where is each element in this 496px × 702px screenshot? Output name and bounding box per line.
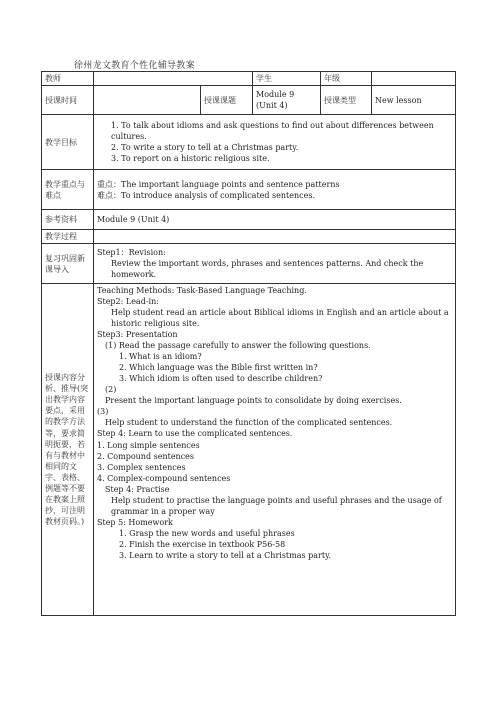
goal-item: 3. To report on a historic religious site. (111, 154, 270, 164)
topic-label: 授课课题 (201, 86, 253, 115)
review-step: Step1：Revision: (97, 248, 166, 258)
time-label: 授课时间 (42, 86, 94, 115)
teacher-value[interactable] (94, 72, 253, 86)
type-value[interactable]: New lesson (372, 86, 456, 115)
question-item: 3. Which idiom is often used to describe children? (119, 374, 323, 384)
analysis-label: 授课内容分析、推导(突出教学内容要点，采用的教学方法等，要求简明扼要，若有与教材中相同的文字、表格、例题等不要在教案上照抄，可注明教材页码。) (42, 284, 94, 616)
row-reference (42, 210, 456, 230)
question-item: 1. What is an idiom? (119, 352, 202, 362)
sub-step: (2) (105, 385, 117, 395)
sentence-type: 2. Compound sentences (97, 451, 195, 461)
review-text: Review the important words, phrases and sentences patterns. And check the homework. (111, 259, 424, 280)
step-heading: Step 5: Homework (97, 517, 173, 527)
teacher-label: 教师 (42, 72, 94, 86)
sub-step: (3) (97, 407, 109, 417)
sentence-type: 1. Long simple sentences (97, 440, 200, 450)
goal-item: 1. To talk about idioms and ask questions to find out about differences between cultures. (111, 120, 434, 141)
row-keypoints (42, 170, 456, 210)
homework-item: 2. Finish the exercise in textbook P56-58 (119, 539, 286, 549)
step-heading: Step 4: Learn to use the complicated sentences. (97, 429, 293, 439)
homework-item: 1. Grasp the new words and useful phrases (119, 528, 295, 538)
step-heading: Step3: Presentation (97, 330, 178, 340)
reference-value: Module 9 (Unit 4) (94, 210, 456, 230)
difficult-point: 难点：To introduce analysis of complicated sentences. (97, 190, 316, 200)
step-heading: Step2: Lead-in: (97, 297, 159, 307)
time-value[interactable] (94, 86, 201, 115)
step-text: Help student read an article about Biblical idioms in English and an article about a historic religious site. (111, 308, 449, 329)
homework-item: 3. Learn to write a story to tell at a Christmas party. (119, 550, 332, 560)
step-heading: Step 4: Practise (105, 484, 170, 494)
type-label: 授课类型 (321, 86, 372, 115)
row-process (42, 230, 456, 244)
review-label: 复习巩固新课导入 (42, 244, 94, 284)
process-value (94, 230, 456, 244)
row-teacher (42, 72, 456, 86)
analysis-content (94, 284, 456, 616)
process-label: 教学过程 (42, 230, 94, 244)
keypoints-label: 教学重点与难点 (42, 170, 94, 210)
teaching-methods: Teaching Methods: Task-Based Language Teaching. (97, 286, 307, 296)
row-goals (42, 115, 456, 170)
question-item: 2. Which language was the Bible first written in? (119, 363, 318, 373)
row-analysis (42, 284, 456, 616)
grade-value[interactable] (372, 72, 456, 86)
goals-content (94, 115, 456, 170)
sentence-type: 3. Complex sentences (97, 462, 186, 472)
step-text: Help student to practise the language points and useful phrases and the usage of grammar in a proper way (111, 495, 442, 516)
goal-item: 2. To write a story to tell at a Christmas party. (111, 143, 299, 153)
sentence-type: 4. Complex-compound sentences (97, 473, 231, 483)
row-review (42, 244, 456, 284)
row-time (42, 86, 456, 115)
goals-label: 教学目标 (42, 115, 94, 170)
keypoints-content (94, 170, 456, 210)
student-label: 学生 (253, 72, 321, 86)
key-point: 重点：The important language points and sentence patterns (97, 179, 340, 189)
sub-step-text: Present the important language points to consolidate by doing exercises. (105, 396, 402, 406)
grade-label: 年级 (321, 72, 372, 86)
page-title: 徐州龙文教育个性化辅导教案 (74, 61, 195, 71)
lesson-plan-table (41, 71, 456, 616)
reference-label: 参考资料 (42, 210, 94, 230)
sub-step-text: Help student to understand the function of the complicated sentences. (105, 418, 393, 428)
topic-value[interactable]: Module 9 (Unit 4) (253, 86, 321, 115)
review-content (94, 244, 456, 284)
sub-step: (1) Read the passage carefully to answer the following questions. (105, 341, 371, 351)
